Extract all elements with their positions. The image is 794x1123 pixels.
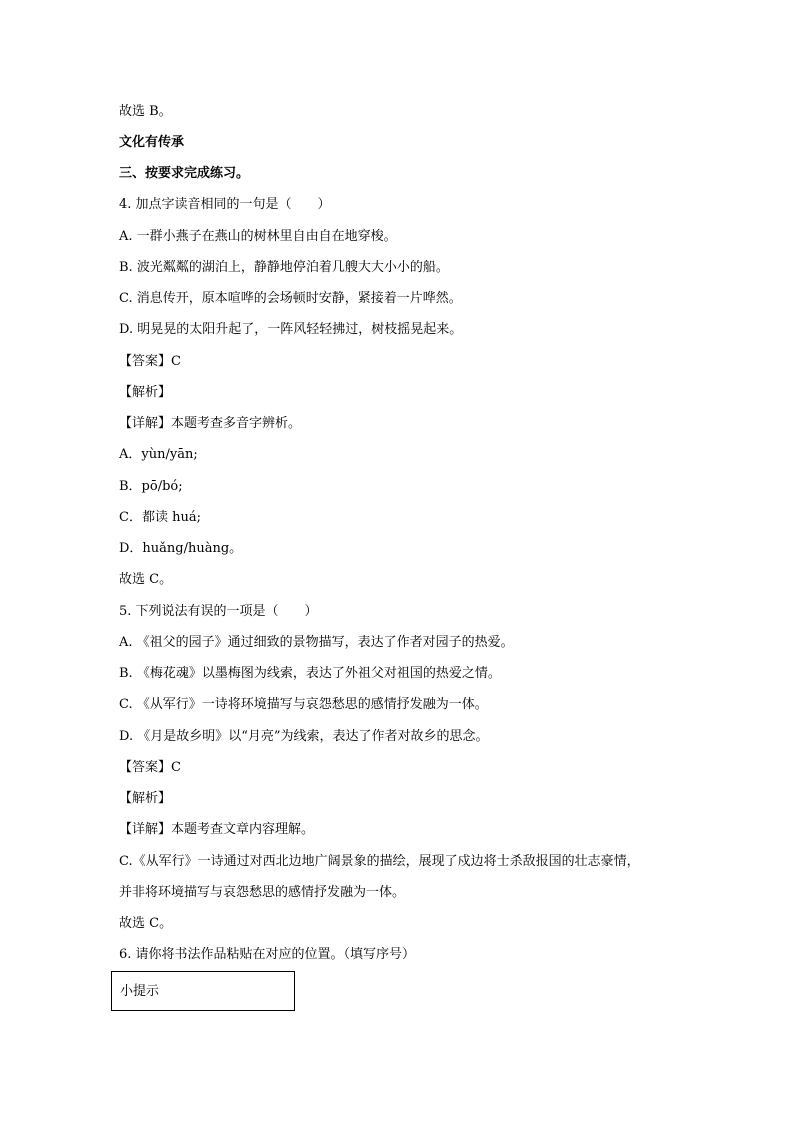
question-5-stem: 5. 下列说法有误的一项是（ ） [119,604,318,619]
question-4-stem: 4. 加点字读音相同的一句是（ ） [119,197,331,212]
question-4-option-d: D. 明晃晃的太阳升起了，一阵风轻轻拂过，树枝摇晃起来。 [119,322,463,337]
question-4-option-b: B. 波光粼粼的湖泊上，静静地停泊着几艘大大小小的船。 [119,260,449,275]
question-4-detail-d: D．huǎng/huàng。 [119,541,243,556]
question-5-option-b: B. 《梅花魂》以墨梅图为线索，表达了外祖父对祖国的热爱之情。 [119,666,501,681]
tip-box [111,971,295,1011]
question-4-answer: 【答案】C [119,354,181,369]
answer-choice-b: 故选 B。 [119,104,172,119]
question-4-detail: 【详解】本题考查多音字辨析。 [119,416,302,431]
question-6-stem: 6. 请你将书法作品粘贴在对应的位置。（填写序号） [119,947,416,962]
question-4-option-c: C. 消息传开，原本喧哗的会场顿时安静，紧接着一片哗然。 [119,291,462,306]
tip-box-label: 小提示 [120,984,160,999]
question-5-option-d: D. 《月是故乡明》以“月亮”为线索，表达了作者对故乡的思念。 [119,729,489,744]
question-5-answer: 【答案】C [119,760,181,775]
question-4-option-a: A. 一群小燕子在燕山的树林里自由自在地穿梭。 [119,229,397,244]
question-5-option-c: C. 《从军行》一诗将环境描写与哀怨愁思的感情抒发融为一体。 [119,697,488,712]
question-5-detail-line-2: 并非将环境描写与哀怨愁思的感情抒发融为一体。 [119,885,406,900]
question-5-option-a: A. 《祖父的园子》通过细致的景物描写，表达了作者对园子的热爱。 [119,635,514,650]
question-5-conclusion: 故选 C。 [119,916,173,931]
part-three-heading: 三、按要求完成练习。 [119,166,250,181]
question-4-detail-b: B．pō/bó; [119,479,183,494]
question-5-analysis-heading: 【解析】 [119,791,172,806]
question-4-conclusion: 故选 C。 [119,572,173,587]
question-4-analysis-heading: 【解析】 [119,385,172,400]
question-5-detail-line-1: C.《从军行》一诗通过对西北边地广阔景象的描绘，展现了戍边将士杀敌报国的壮志豪情， [119,854,640,869]
question-4-detail-c: C．都读 huá; [119,510,201,525]
section-heading-culture: 文化有传承 [119,135,185,150]
question-5-detail: 【详解】本题考查文章内容理解。 [119,822,315,837]
question-4-detail-a: A．yùn/yān; [119,447,198,462]
